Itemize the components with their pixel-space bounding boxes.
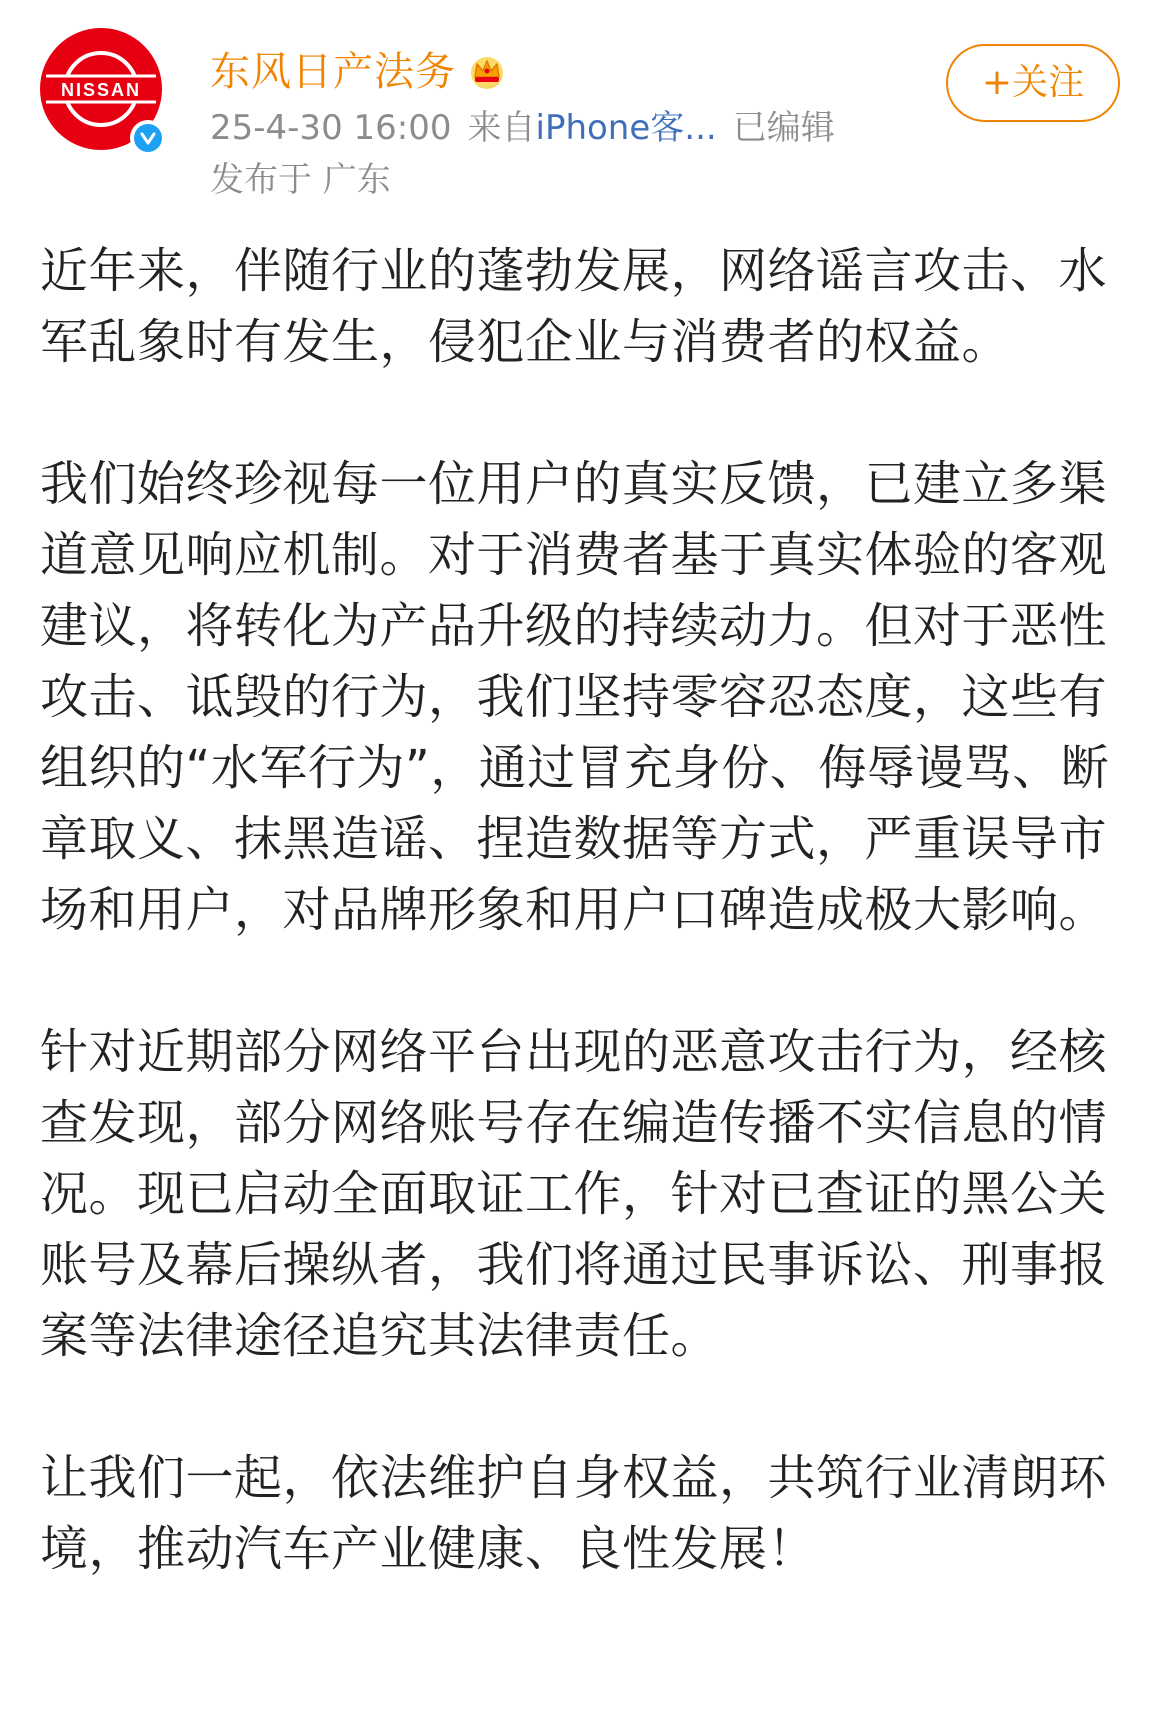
post-content (40, 236, 1130, 1656)
source-prefix: 来自 (467, 108, 536, 148)
edited-label[interactable]: 已编辑 (732, 108, 835, 148)
post-header (0, 0, 1170, 220)
post-paragraph: 近年来，伴随行业的蓬勃发展，网络谣言攻击、水军乱象时有发生，侵犯企业与消费者的权益。 (40, 243, 1108, 370)
post-meta (210, 104, 835, 152)
crown-icon[interactable] (466, 51, 508, 93)
post-paragraph: 针对近期部分网络平台出现的恶意攻击行为，经核查发现，部分网络账号存在编造传播不实信息的情况。现已启动全面取证工作，针对已查证的黑公关账号及幕后操纵者，我们将通过民事诉讼、刑事报案等法律途径追究其法律责任。 (40, 1024, 1108, 1364)
follow-button[interactable]: +关注 (946, 44, 1120, 122)
avatar-logo-text: NISSAN (60, 80, 142, 100)
source-link[interactable]: iPhone客... (535, 108, 717, 148)
post-paragraph: 让我们一起，依法维护自身权益，共筑行业清朗环境，推动汽车产业健康、良性发展！ (40, 1450, 1108, 1577)
post-timestamp: 25-4-30 16:00 (210, 108, 452, 148)
avatar[interactable] (40, 28, 162, 150)
author-name-row (210, 42, 508, 102)
post-location: 发布于 广东 (210, 160, 391, 200)
post-paragraph: 我们始终珍视每一位用户的真实反馈，已建立多渠道意见响应机制。对于消费者基于真实体验的客观建议，将转化为产品升级的持续动力。但对于恶性攻击、诋毁的行为，我们坚持零容忍态度，这些有组织的“水军行为”，通过冒充身份、侮辱谩骂、断章取义、抹黑造谣、捏造数据等方式，严重误导市场和用户，对品牌形象和用户口碑造成极大影响。 (40, 456, 1110, 938)
verified-badge-icon (130, 120, 166, 156)
author-name[interactable]: 东风日产法务 (210, 49, 456, 95)
